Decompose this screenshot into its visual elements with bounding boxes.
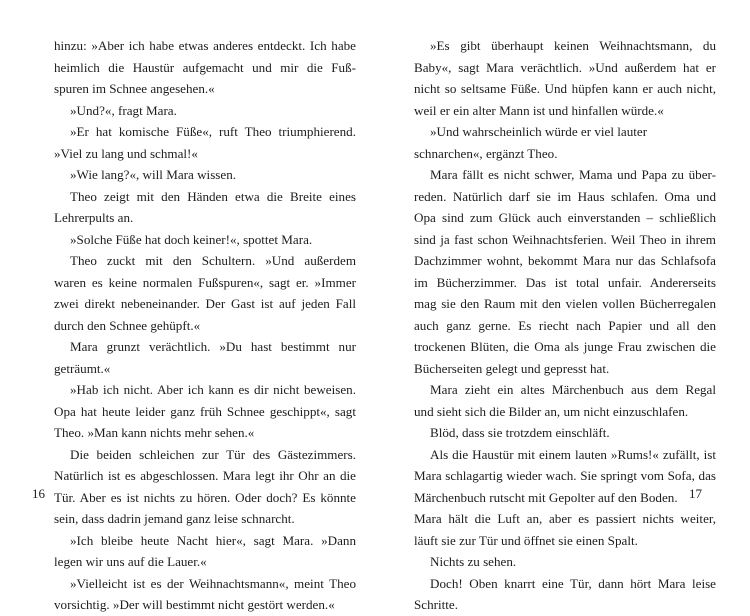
text-line: »Wie lang?«, will Mara wissen. <box>70 167 237 182</box>
text-line: Opa sind zum Glück auch einverstanden – schließlich <box>414 210 716 225</box>
text-line: sind ja fast schon Weihnachtsferien. Weil Theo in ihrem <box>414 231 716 247</box>
text-line: Theo. »Man kann nichts mehr sehen.« <box>54 425 255 440</box>
text-line: Die beiden schleichen zur Tür des Gästezimmers. <box>70 446 356 462</box>
text-line: mag sie den Raum mit den vielen vollen Bücherregalen <box>414 296 716 311</box>
text-line: geträumt.« <box>54 360 111 376</box>
text-line: »Es gibt überhaupt keinen Weihnachtsmann, du <box>430 38 716 53</box>
text-line: Lehrerpults an. <box>54 210 134 225</box>
text-line: legen wir uns auf die Lauer.« <box>54 554 207 569</box>
text-line: heimlich die Haustür aufgemacht und mir die Fuß- <box>54 59 356 75</box>
text-line: Schritte. <box>414 597 458 612</box>
text-line: Mara schlagartig wieder wach. Sie springt vom Sofa, das <box>414 468 716 483</box>
text-line: weil er ein alter Mann ist und hinfallen würde.« <box>414 102 664 118</box>
text-line: zwei direkt nebeneinander. Der Gast ist auf jeden Fall <box>54 296 356 311</box>
text-line: und sieht sich die Bilder an, um nicht einzuschlafen. <box>414 403 689 419</box>
text-line: Doch! Oben knarrt eine Tür, dann hört Mara leise <box>430 575 716 591</box>
text-line: Als die Haustür mit einem lauten »Rums!« zufällt, ist <box>430 446 716 462</box>
text-line: Bücherseiten gelegt und gepresst hat. <box>414 360 610 376</box>
text-line: »Und wahrscheinlich würde er viel lauter <box>430 124 648 139</box>
text-line: sein, dass dadrin jemand ganz leise schnarcht. <box>54 511 295 526</box>
text-line: läuft sie zur Tür und öffnet sie einen Spalt. <box>414 532 638 548</box>
text-line: spuren im Schnee angesehen.« <box>54 81 215 96</box>
text-line: Baby«, sagt Mara verächtlich. »Und außerdem hat er <box>414 59 716 75</box>
text-line: Mara zieht ein altes Märchenbuch aus dem Regal <box>430 382 716 397</box>
text-line: Natürlich ist es abgeschlossen. Mara legt ihr Ohr an die <box>54 468 356 483</box>
text-line: »Ich bleibe heute Nacht hier«, sagt Mara. »Dann <box>70 532 356 548</box>
text-line: »Vielleicht ist es der Weihnachtsmann«, meint Theo <box>70 575 356 591</box>
text-line: Dachzimmer wohnt, bekommt Mara nur das Schlafsofa <box>414 253 716 268</box>
text-line: Märchenbuch rutscht mit Gepolter auf den Boden. <box>414 489 678 505</box>
text-line: Mara hält die Luft an, aber es passiert nichts weiter, <box>414 511 716 526</box>
text-line: Mara fällt es nicht schwer, Mama und Papa zu über- <box>430 167 716 182</box>
text-line: waren es keine normalen Fußspuren«, sagt er. »Immer <box>54 274 356 290</box>
text-line: nicht so seltsame Füße. Und hüpfen kann er auch nicht, <box>414 81 716 96</box>
text-line: Theo zeigt mit den Händen etwa die Breite eines <box>70 188 356 204</box>
text-line: reden. Natürlich darf sie im Haus schlafen. Oma und <box>414 188 716 204</box>
text-line: im Bücherzimmer. Das ist total unfair. Andererseits <box>414 274 716 290</box>
text-line: Blöd, dass sie trotzdem einschläft. <box>430 425 610 440</box>
text-line: Opa hat heute leider ganz früh Schnee geschippt«, sagt <box>54 403 356 419</box>
right-page-number: 17 <box>689 486 702 501</box>
text-line: »Viel zu lang und schmal!« <box>54 145 198 161</box>
text-line: trockenen Blüten, die Oma als junge Frau zwischen die <box>414 339 716 354</box>
text-line: auch ganz gerne. Es riecht nach Papier und all den <box>414 317 716 333</box>
text-line: vorsichtig. »Der will bestimmt nicht gestört werden.« <box>54 597 335 612</box>
text-line: »Er hat komische Füße«, ruft Theo triumphierend. <box>70 124 356 139</box>
text-line: durch den Schnee gehüpft.« <box>54 317 201 333</box>
left-page-number: 16 <box>32 486 45 501</box>
text-line: »Und?«, fragt Mara. <box>70 102 177 118</box>
text-line: Mara grunzt verächtlich. »Du hast bestimmt nur <box>70 339 356 354</box>
left-page-text <box>54 35 356 616</box>
text-line: schnarchen«, ergänzt Theo. <box>414 145 558 161</box>
text-line: »Solche Füße hat doch keiner!«, spottet Mara. <box>70 231 313 247</box>
text-line: Theo zuckt mit den Schultern. »Und außerdem <box>70 253 356 268</box>
text-line: Tür. Aber es ist nichts zu hören. Oder doch? Es könnte <box>54 489 356 505</box>
text-line: Nichts zu sehen. <box>430 554 517 569</box>
right-page-text <box>414 35 716 616</box>
text-line: »Hab ich nicht. Aber ich kann es dir nicht beweisen. <box>70 382 356 397</box>
text-line: hinzu: »Aber ich habe etwas anderes entdeckt. Ich habe <box>54 38 356 53</box>
